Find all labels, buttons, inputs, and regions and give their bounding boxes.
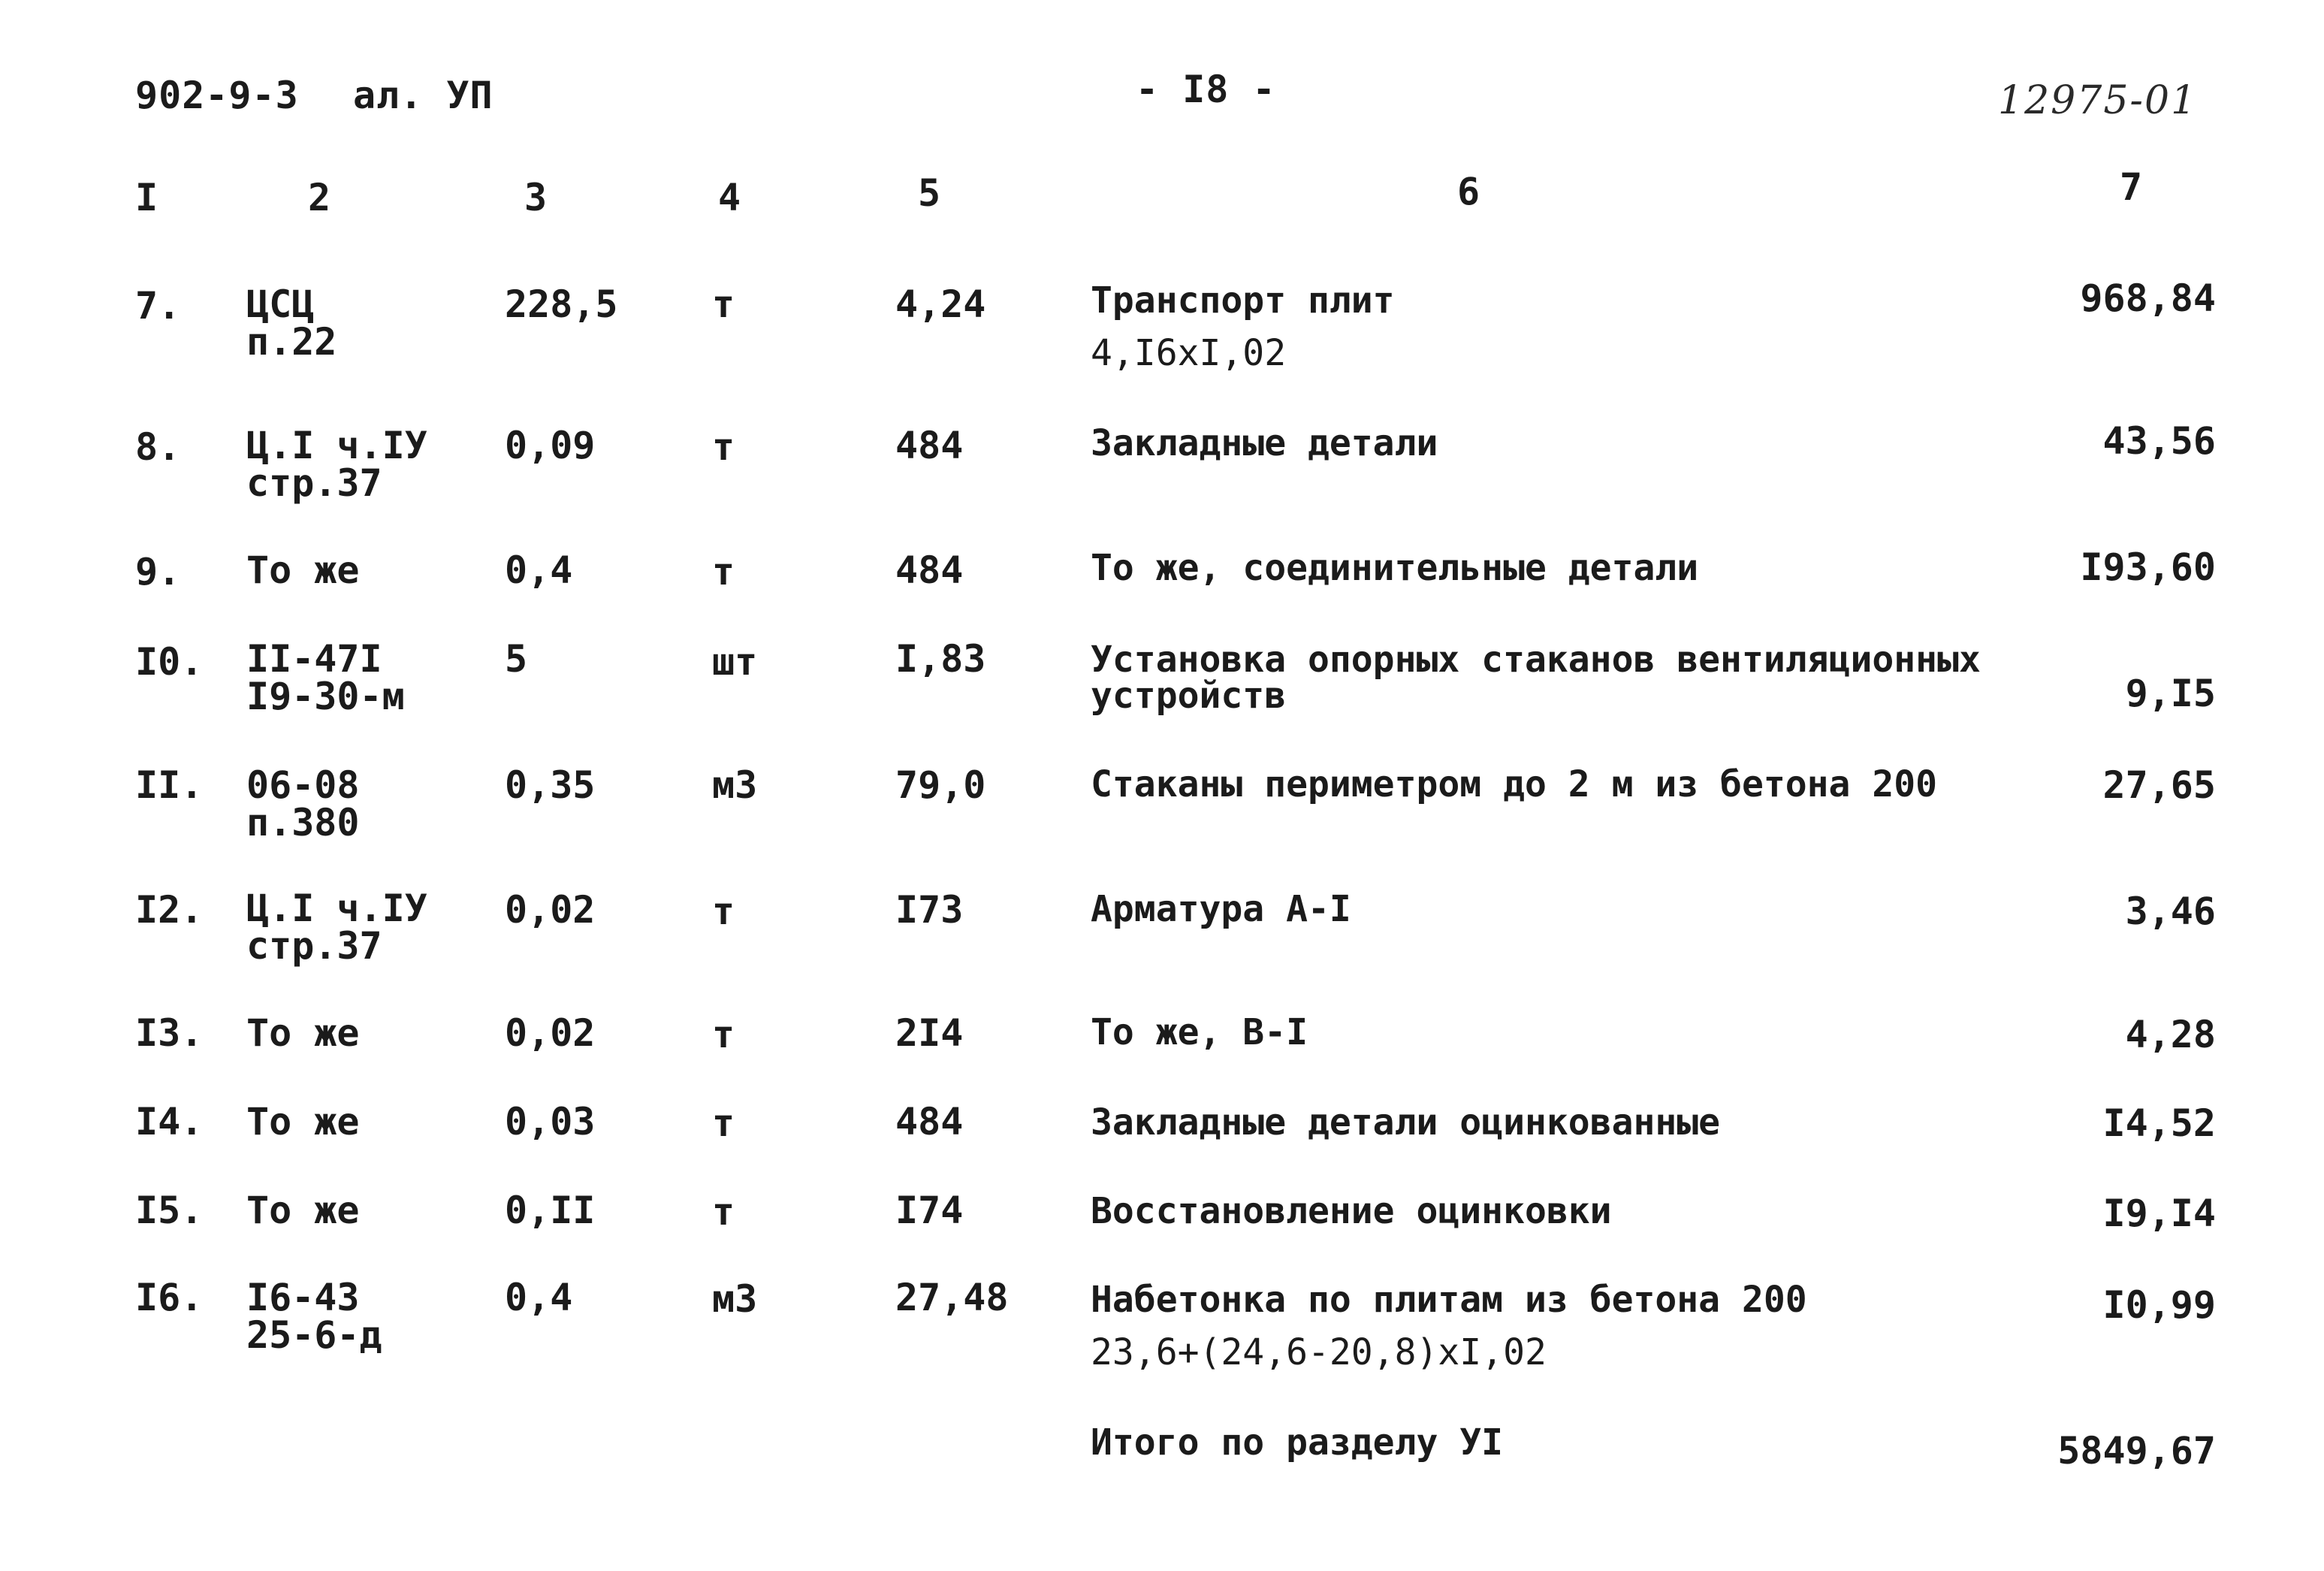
row-total: I4,52: [2102, 1101, 2216, 1145]
row-unit-price: 2I4: [895, 1011, 964, 1055]
column-number-7: 7: [2120, 165, 2143, 209]
row-description: То же, соединительные детали: [1091, 547, 1699, 589]
row-quantity: 0,02: [505, 1011, 596, 1055]
row-unit: т: [712, 890, 735, 933]
column-number-4: 4: [718, 176, 741, 219]
row-reference: Ц.I ч.IУ стр.37: [246, 887, 427, 968]
row-reference: То же: [246, 548, 360, 592]
row-total: 27,65: [2102, 763, 2216, 807]
row-number: I5.: [135, 1189, 204, 1232]
row-description: Стаканы периметром до 2 м из бетона 200: [1091, 763, 1938, 805]
row-description: Восстановление оцинковки: [1091, 1190, 1612, 1232]
row-number: I3.: [135, 1011, 204, 1055]
row-quantity: 0,02: [505, 888, 596, 932]
row-number: 8.: [135, 425, 181, 469]
row-reference: I6-43 25-6-д: [246, 1276, 382, 1357]
row-reference: То же: [246, 1011, 360, 1055]
row-description: Установка опорных стаканов вентиляционных устройств: [1091, 639, 1981, 717]
row-number: 7.: [135, 284, 181, 328]
doc-code: 902-9-3: [135, 74, 299, 117]
column-number-3: 3: [524, 176, 548, 219]
row-quantity: 0,09: [505, 424, 596, 467]
column-number-1: I: [135, 176, 158, 219]
row-description: Транспорт плит 4,I6xI,02: [1091, 279, 1395, 374]
row-unit: т: [712, 282, 735, 326]
row-quantity: 0,4: [505, 1276, 573, 1319]
summary-total: 5849,67: [2057, 1429, 2216, 1473]
row-unit-price: 484: [895, 1100, 964, 1144]
summary-label: Итого по разделу УI: [1091, 1421, 1504, 1464]
row-total: I93,60: [2080, 545, 2216, 589]
row-number: I4.: [135, 1100, 204, 1144]
row-unit-price: 484: [895, 424, 964, 467]
row-total: I9,I4: [2102, 1192, 2216, 1235]
row-description: То же, В-I: [1091, 1011, 1308, 1053]
row-unit-price: I,83: [895, 637, 986, 681]
row-total: 3,46: [2125, 890, 2216, 933]
row-quantity: 228,5: [505, 282, 618, 326]
page-number: - I8 -: [1136, 68, 1276, 111]
row-reference: Ц.I ч.IУ стр.37: [246, 424, 427, 505]
row-total: 4,28: [2125, 1013, 2216, 1056]
row-total: 9,I5: [2125, 672, 2216, 715]
row-unit: шт: [712, 640, 758, 684]
row-unit-price: 4,24: [895, 282, 986, 326]
row-reference: То же: [246, 1189, 360, 1232]
row-reference: ЦСЦ п.22: [246, 282, 337, 364]
row-unit-price: 484: [895, 548, 964, 592]
row-total: 968,84: [2080, 276, 2216, 320]
row-reference: То же: [246, 1100, 360, 1144]
column-number-5: 5: [918, 171, 941, 215]
row-number: I6.: [135, 1276, 204, 1319]
row-quantity: 0,03: [505, 1100, 596, 1144]
row-quantity: 0,II: [505, 1189, 596, 1232]
row-quantity: 5: [505, 637, 528, 681]
row-number: I2.: [135, 888, 204, 932]
column-number-6: 6: [1457, 170, 1480, 213]
album-label: ал. УП: [353, 74, 493, 117]
row-quantity: 0,35: [505, 763, 596, 807]
row-reference: II-47I I9-30-м: [246, 637, 405, 718]
row-unit: т: [712, 1013, 735, 1056]
row-unit: м3: [712, 1277, 758, 1321]
row-unit-price: 79,0: [895, 763, 986, 807]
row-description: Арматура А-I: [1091, 888, 1351, 930]
row-unit-price: I74: [895, 1189, 964, 1232]
row-unit: т: [712, 550, 735, 594]
row-number: II.: [135, 763, 204, 807]
row-unit: т: [712, 1101, 735, 1145]
row-description: Набетонка по плитам из бетона 200 23,6+(24,6-20,8)xI,02: [1091, 1279, 1807, 1373]
row-unit-price: I73: [895, 888, 964, 932]
column-number-2: 2: [308, 176, 331, 219]
row-unit: м3: [712, 763, 758, 807]
row-description: Закладные детали: [1091, 422, 1438, 464]
row-number: I0.: [135, 640, 204, 684]
row-description: Закладные детали оцинкованные: [1091, 1101, 1721, 1144]
row-total: I0,99: [2102, 1283, 2216, 1327]
row-quantity: 0,4: [505, 548, 573, 592]
row-unit-price: 27,48: [895, 1276, 1009, 1319]
row-unit: т: [712, 1190, 735, 1234]
handwritten-stamp-number: 12975-01: [1998, 78, 2198, 123]
row-unit: т: [712, 425, 735, 469]
row-total: 43,56: [2102, 419, 2216, 463]
row-number: 9.: [135, 550, 181, 594]
row-reference: 06-08 п.380: [246, 763, 360, 844]
